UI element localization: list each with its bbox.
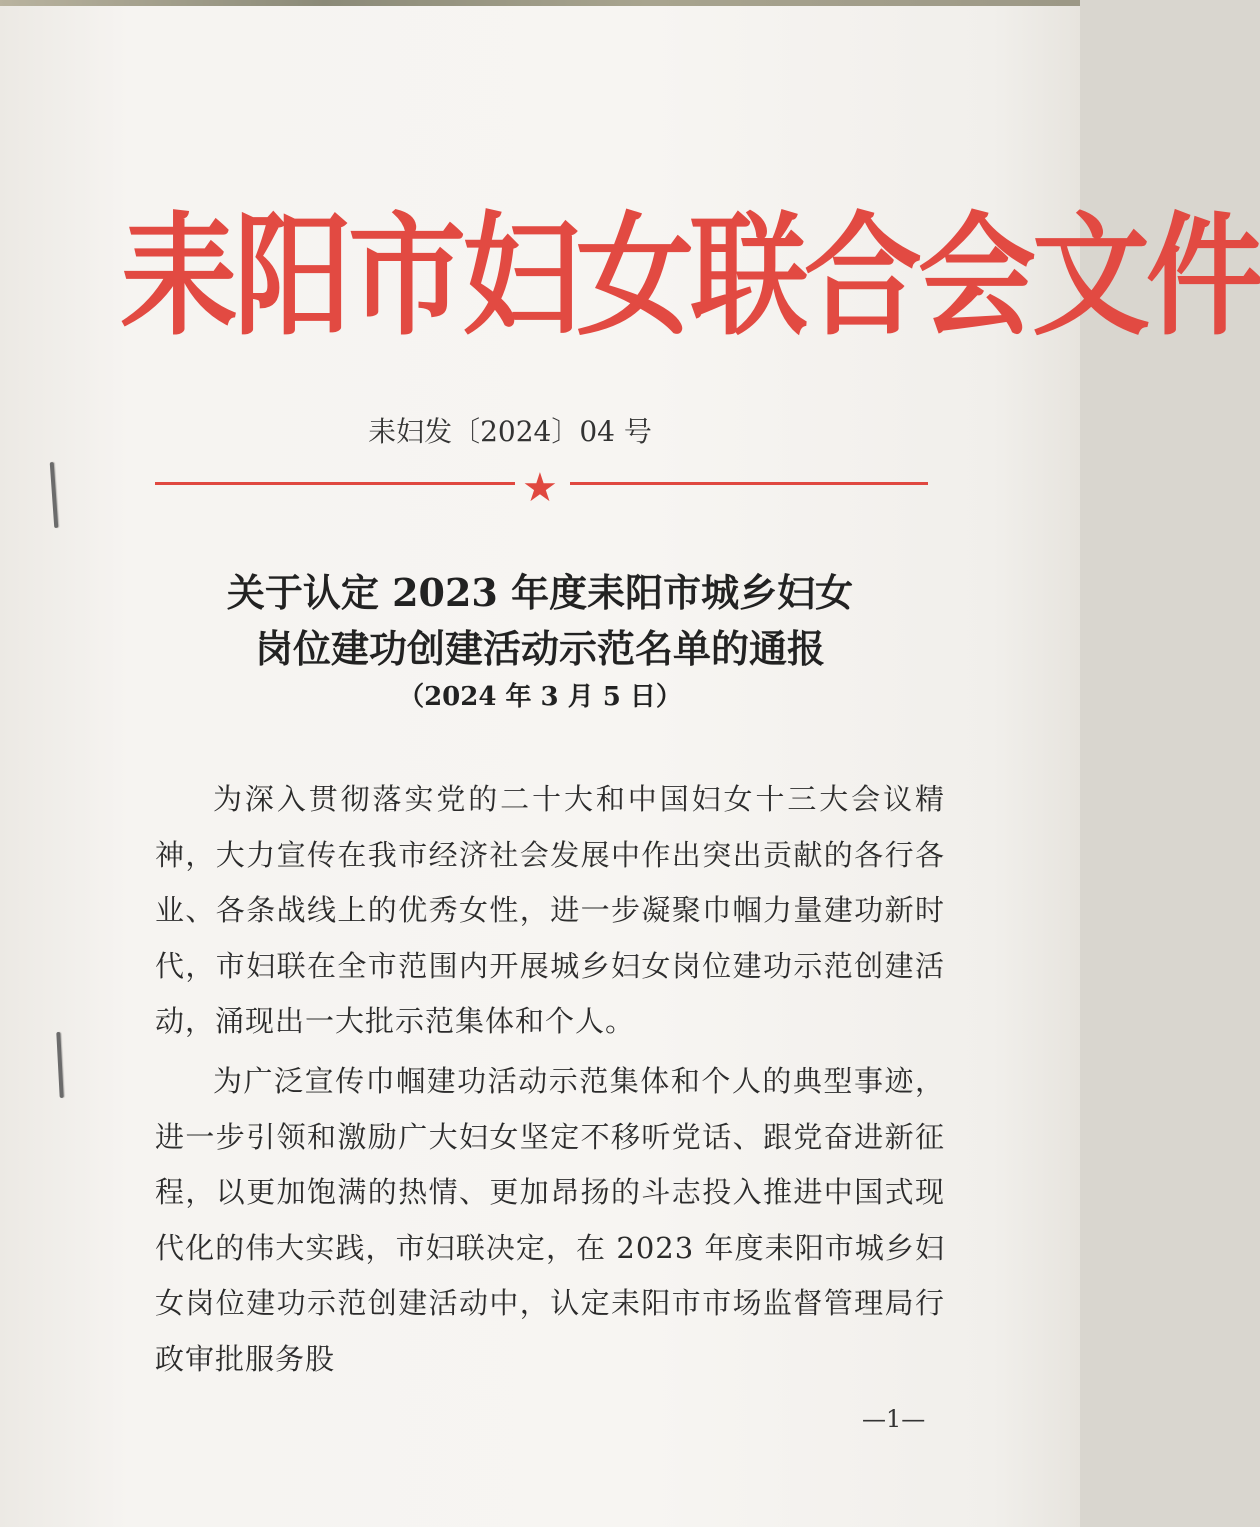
masthead-title: 耒阳市妇女联合会文件 <box>120 198 1260 354</box>
notice-title-line2: 岗位建功创建活动示范名单的通报 <box>254 626 825 671</box>
document-number: 耒妇发〔2024〕04 号 <box>368 415 652 448</box>
issue-date: （2024 年 3 月 5 日） <box>398 682 682 712</box>
page-number: —1— <box>862 1405 926 1433</box>
body-paragraph-2: 为广泛宣传巾帼建功活动示范集体和个人的典型事迹，进一步引领和激励广大妇女坚定不移听党话、跟党奋进新征程，以更加饱满的热情、更加昂扬的斗志投入推进中国式现代化的伟大实践，市妇联决定，在 2023 年度耒阳市城乡妇女岗位建功示范创建活动中，认定耒阳市市场监督管理局行政审批服务股 <box>155 1064 945 1376</box>
star-icon: ★ <box>522 465 558 511</box>
body-paragraph-1: 为深入贯彻落实党的二十大和中国妇女十三大会议精神，大力宣传在我市经济社会发展中作出突出贡献的各行各业、各条战线上的优秀女性，进一步凝聚巾帼力量建功新时代，市妇联在全市范围内开展城乡妇女岗位建功示范创建活动，涌现出一大批示范集体和个人。 <box>155 782 945 1038</box>
notice-title-line1: 关于认定 2023 年度耒阳市城乡妇女 <box>226 570 854 615</box>
red-rule-left <box>155 482 515 485</box>
red-rule-right <box>570 482 928 485</box>
staple-bottom <box>56 1032 63 1098</box>
staple-top <box>50 462 59 528</box>
top-edge-strip <box>0 0 1080 6</box>
